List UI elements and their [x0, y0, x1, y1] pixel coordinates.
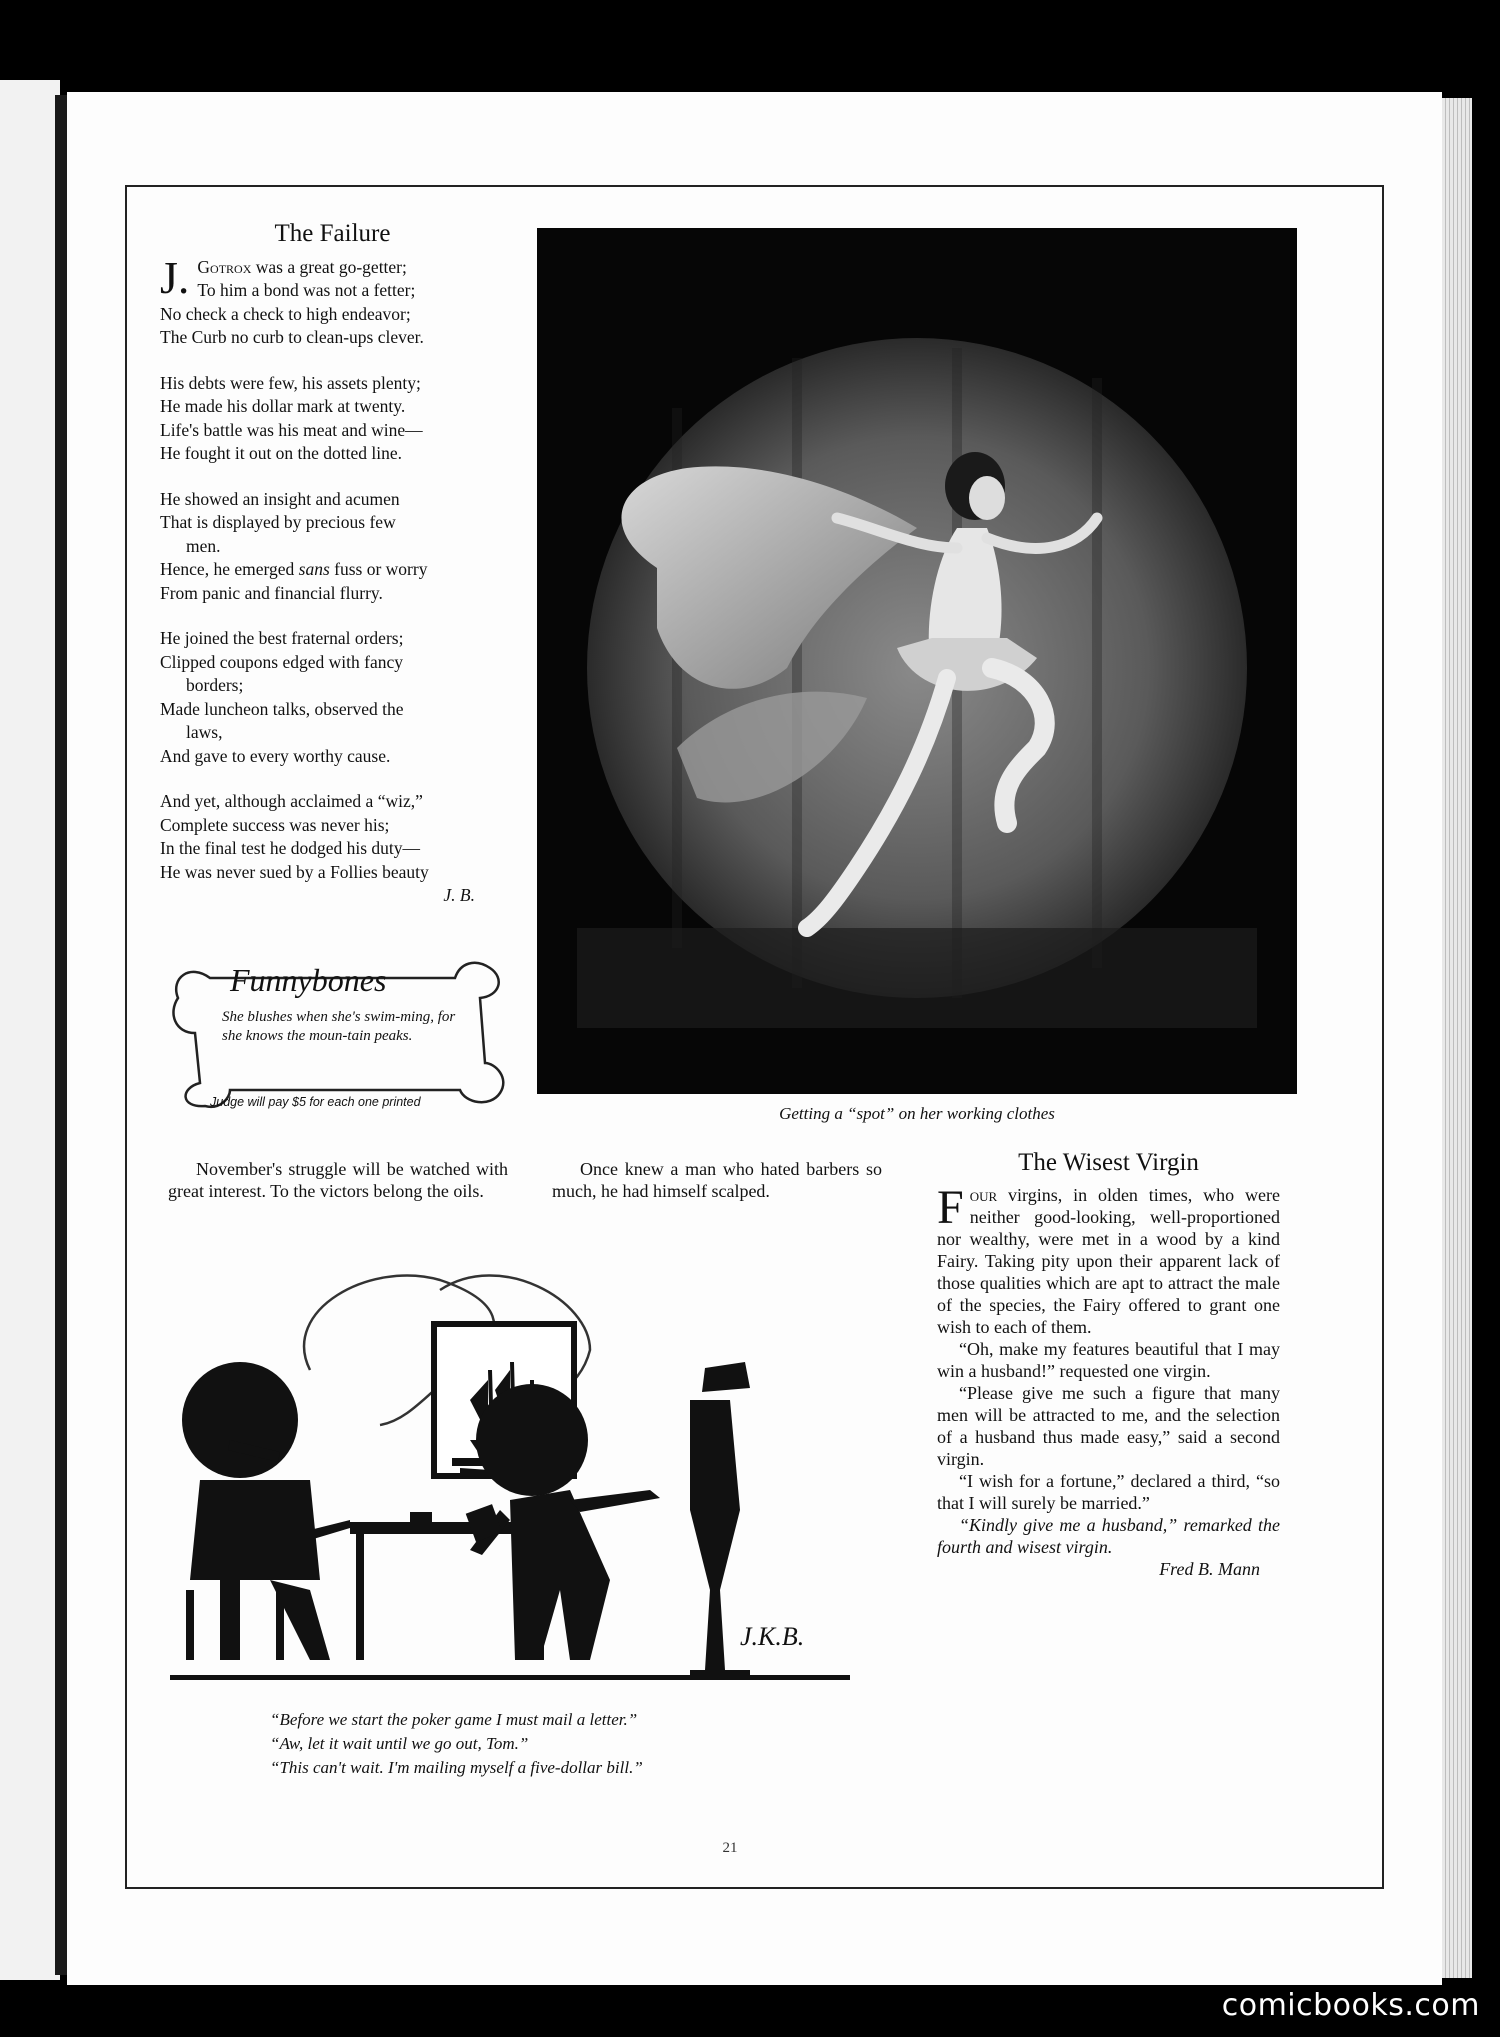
poem-line: Clipped coupons edged with fancy [160, 651, 404, 672]
poem-line: He was never sued by a Follies beauty [160, 861, 429, 882]
page-stack-edge [1442, 98, 1472, 1978]
poem-signature: J. B. [443, 885, 475, 905]
poem-first-word: Gotrox [197, 256, 252, 277]
drop-cap: F [937, 1181, 964, 1234]
drop-cap: J. [160, 251, 190, 303]
poem-line: He fought it out on the dotted line. [160, 443, 403, 463]
book-gutter [55, 95, 67, 1975]
poem-line: fuss or worry [334, 559, 428, 579]
story-paragraph [937, 1181, 1281, 1338]
page-number: 21 [722, 1840, 738, 1856]
poem-line: He showed an insight and acumen [160, 488, 400, 509]
poem-title: The Failure [274, 220, 391, 247]
funnybones-title: Funnybones [230, 962, 387, 998]
poem-line: Complete success was never his; [160, 814, 390, 835]
poem-line: His debts were few, his assets plenty; [160, 372, 421, 393]
poem-stanza [160, 372, 505, 466]
poem-line: No check a check to high endeavor; [160, 303, 411, 324]
joke-text: November's struggle will be watched with great interest. To the victors belong the oils. [168, 1159, 508, 1201]
poem-line: men. [186, 535, 221, 556]
poem-line: In the final test he dodged his duty— [160, 838, 421, 858]
poem-stanza [160, 790, 505, 908]
poem-line: laws, [186, 722, 223, 742]
funnybones-footer: Judge will pay $5 for each one printed [210, 1095, 421, 1109]
adjacent-page-edge [0, 80, 60, 1980]
floor-line [170, 1675, 850, 1680]
man-standing-head [476, 1384, 588, 1496]
story-lead-word: our [969, 1185, 998, 1205]
joke-text: Once knew a man who hated barbers so much, he had himself scalped. [552, 1159, 882, 1201]
story-paragraph: “Oh, make my features beautiful that I may win a husband!” requested one virgin. [937, 1339, 1280, 1381]
story-signature: Fred B. Mann [1159, 1559, 1260, 1579]
story-paragraph: “I wish for a fortune,” declared a third, “so that I will surely be married.” [937, 1471, 1280, 1513]
joke-november [168, 1158, 508, 1202]
poem-line: was a great go-getter; [255, 256, 407, 277]
poem-stanza [160, 488, 505, 606]
poem-stanza [160, 251, 505, 350]
story-paragraph: “Please give me such a figure that many men will be attracted to me, and the selection of a husband thus made easy,” said a second virgin. [937, 1383, 1280, 1469]
story-text: virgins, in olden times, who were neither good-looking, well-proportioned nor wealthy, were met in a wood by a kind Fairy. Taking pity upon their apparent lack of those qualities which are apt to attract the male of the species, the Fairy offered to grant one wish to each of them. [937, 1185, 1281, 1337]
story-title: The Wisest Virgin [1018, 1149, 1199, 1176]
dancer-image [537, 228, 1297, 1094]
illustration-caption: Getting a “spot” on her working clothes [779, 1104, 1055, 1123]
poem-italic-word: sans [298, 559, 330, 579]
poem-line: And gave to every worthy cause. [160, 745, 391, 766]
cartoon-image [170, 1250, 850, 1700]
man-seated-body [190, 1480, 320, 1580]
poem-line: borders; [186, 675, 244, 695]
poem-line: He made his dollar mark at twenty. [160, 396, 406, 416]
hat-on-rack [702, 1362, 750, 1392]
poem-line: From panic and financial flurry. [160, 582, 383, 603]
coat-rack [690, 1400, 740, 1670]
caption-line: “This can't wait. I'm mailing myself a five-dollar bill.” [270, 1758, 643, 1777]
poker-cartoon [170, 1250, 850, 1700]
poem-the-failure [160, 222, 505, 908]
cartoon-caption [270, 1708, 643, 1780]
man-standing-body [510, 1490, 610, 1660]
poem-line: Made luncheon talks, observed the [160, 698, 404, 719]
cartoon-signature: J.K.B. [740, 1622, 805, 1651]
story-paragraph: “Kindly give me a husband,” remarked the fourth and wisest virgin. [937, 1515, 1280, 1557]
funnybones-box [170, 958, 510, 1110]
caption-line: “Aw, let it wait until we go out, Tom.” [270, 1734, 529, 1753]
poem-line: That is displayed by precious few [160, 512, 396, 532]
poem-stanza [160, 627, 505, 768]
watermark: comicbooks.com [1221, 1988, 1480, 2023]
funnybones-joke: She blushes when she's swim-ming, for she knows the moun-tain peaks. [222, 1009, 456, 1044]
poem-line: Life's battle was his meat and wine— [160, 419, 423, 440]
man-seated-head [182, 1362, 298, 1478]
story-wisest-virgin [937, 1149, 1281, 1580]
joke-barbers [552, 1158, 882, 1202]
poem-line: To him a bond was not a fetter; [197, 280, 416, 300]
poem-line: The Curb no curb to clean-ups clever. [160, 327, 424, 347]
poem-line: Hence, he emerged [160, 559, 295, 579]
poem-line: He joined the best fraternal orders; [160, 628, 404, 648]
poem-line: And yet, although acclaimed a “wiz,” [160, 791, 423, 811]
caption-line: “Before we start the poker game I must mail a letter.” [270, 1710, 638, 1729]
dancer-illustration [537, 228, 1297, 1094]
